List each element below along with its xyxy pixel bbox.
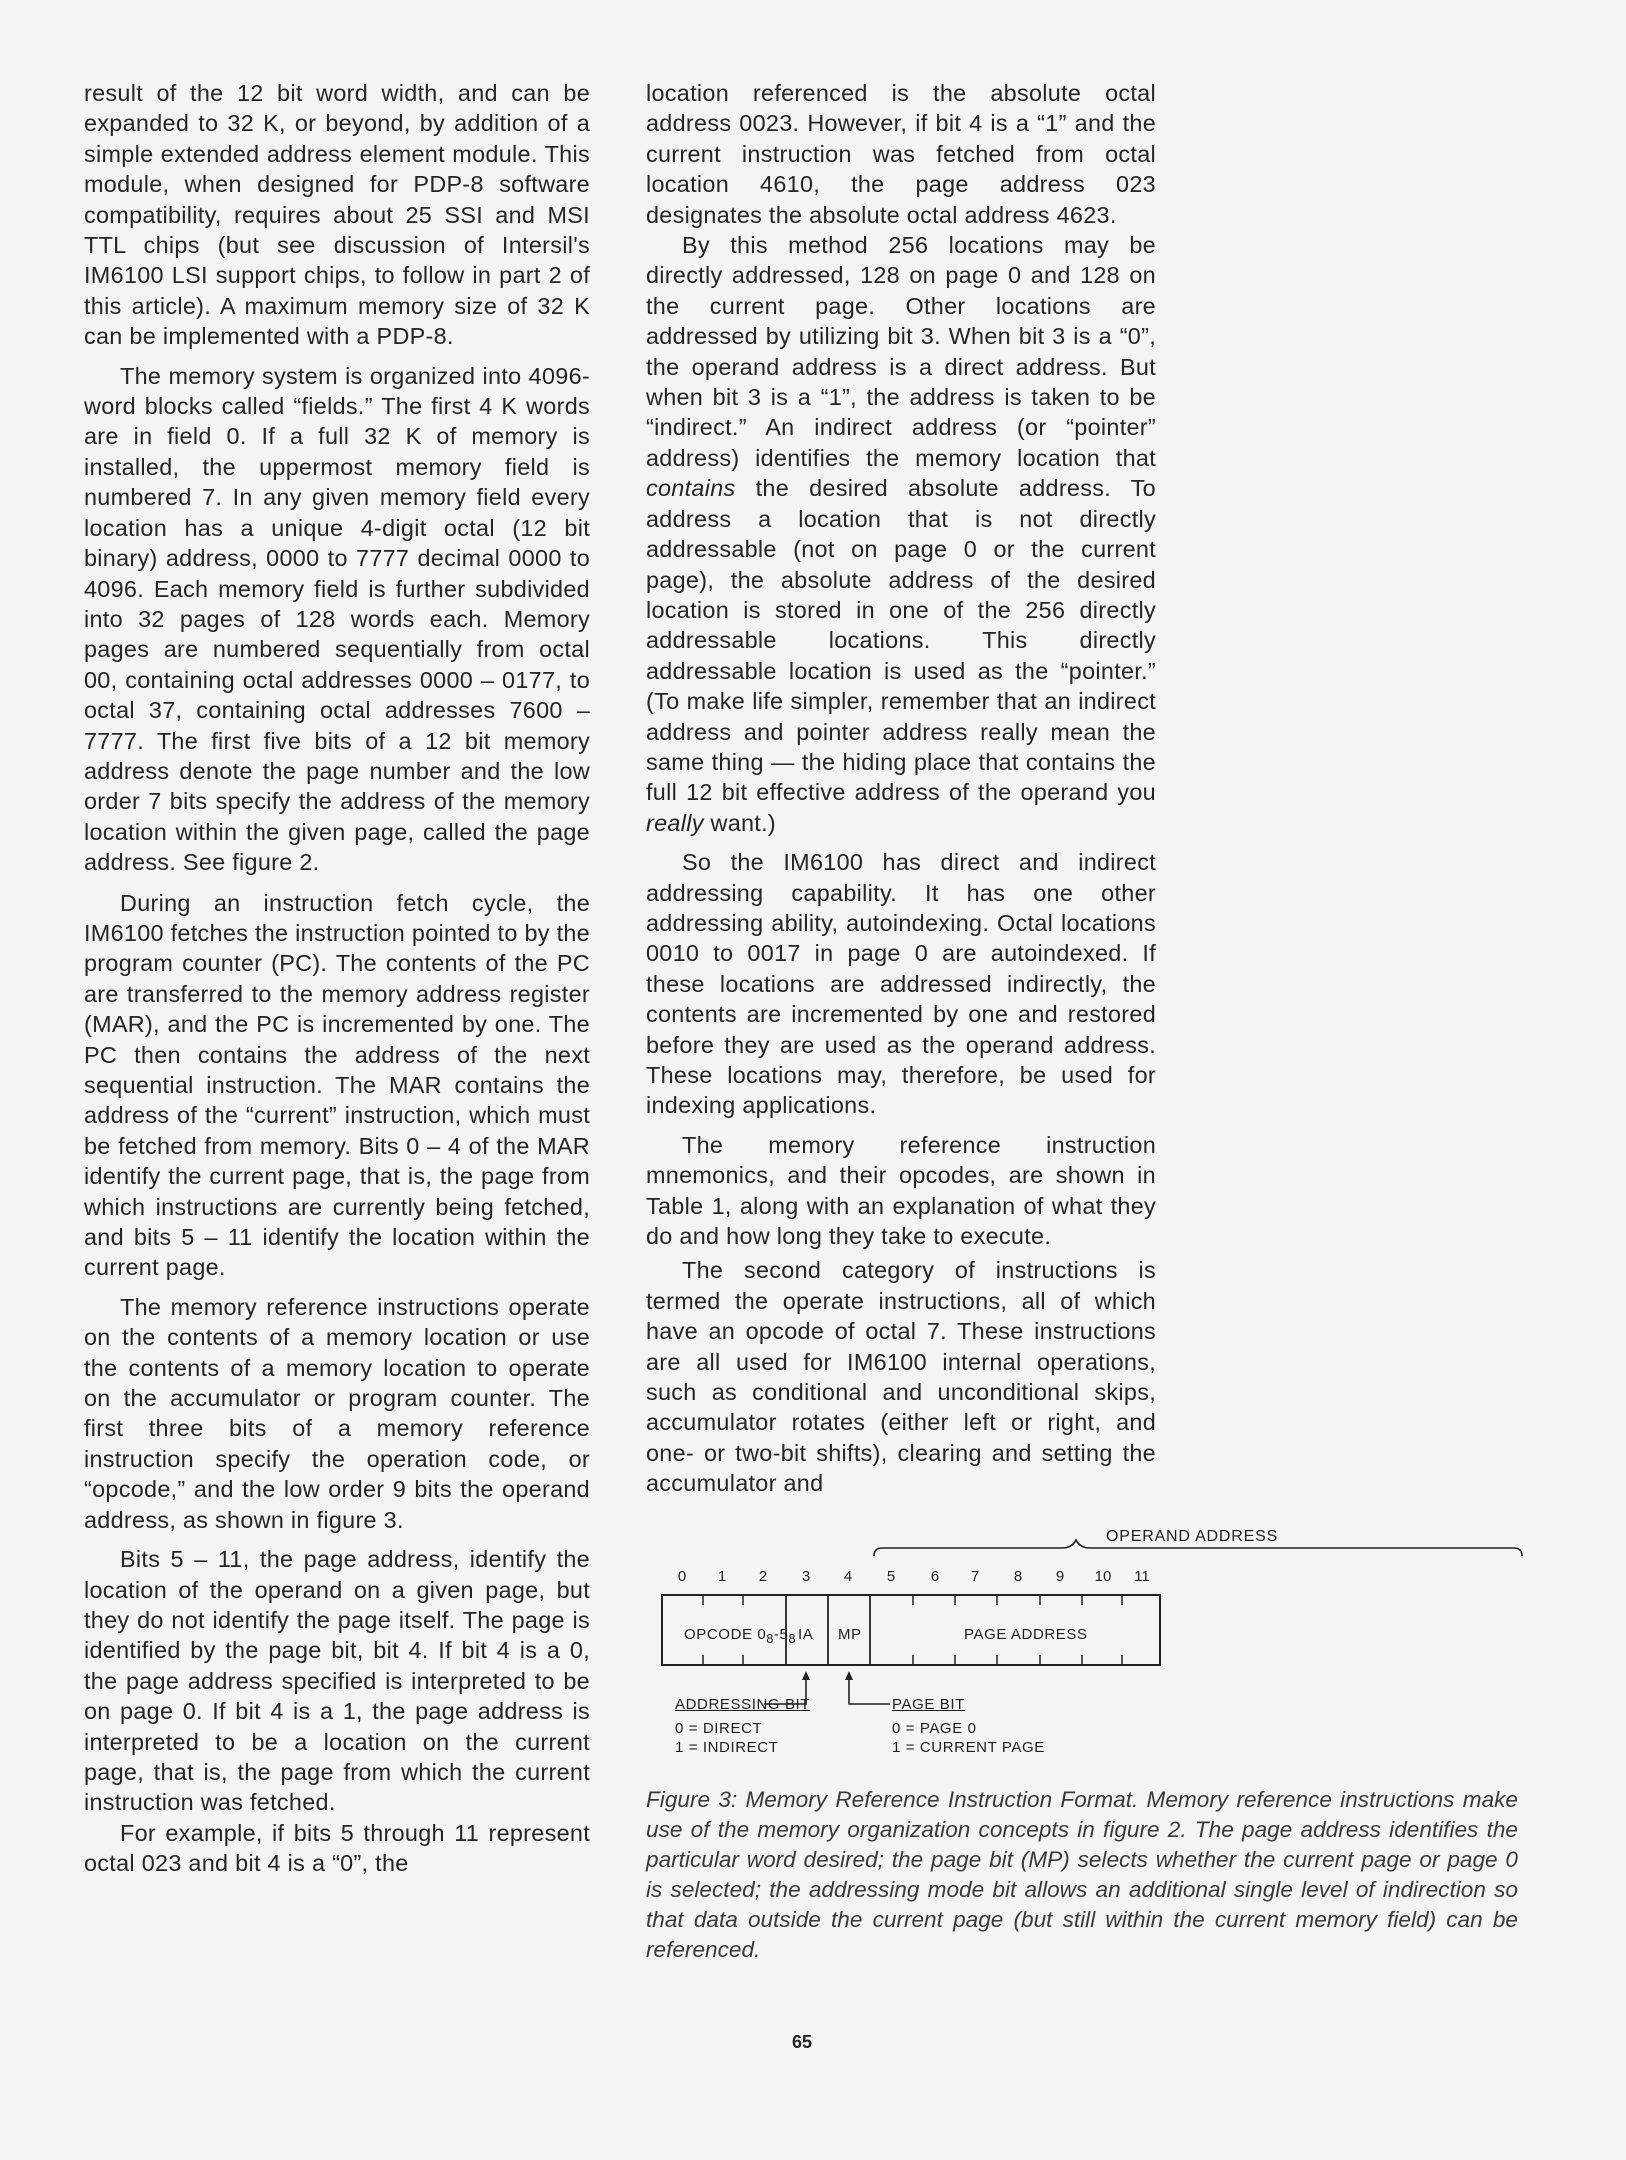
- paragraph: So the IM6100 has direct and indirect addressing capability. It has one other addressing ability, autoindexing. Octal locations 0010 to 0017 in page 0 are autoindexed. If these locations are addressed indirectly, the contents are incremented by one and restored before they are used as the operand address. These locations may, therefore, be used for indexing applications.: [646, 849, 1156, 1119]
- bit-number: 1: [717, 1568, 727, 1585]
- figure-3-instruction-format: [652, 1520, 1552, 1770]
- bit-number: 6: [930, 1568, 940, 1585]
- figure-caption: Figure 3: Memory Reference Instruction Format. Memory reference instructions make use of the memory organization concepts in figure 2. The page address identifies the particular word desired; the page bit (MP) selects whether the current page or page 0 is selected; the addressing mode bit allows an additional single level of indirection so that data outside the current page (but still within the current memory field) can be referenced.: [646, 1787, 1518, 1962]
- paragraph: During an instruction fetch cycle, the IM6100 fetches the instruction pointed to by the program counter (PC). The contents of the PC are transferred to the memory address register (MAR), and the PC is incremented by one. The PC then contains the address of the next sequential instruction. The MAR contains the address of the “current” instruction, which must be fetched from memory. Bits 0 – 4 of the MAR identify the current page, that is, the page from which instructions are currently being fetched, and bits 5 – 11 identify the location within the current page.: [84, 889, 590, 1281]
- bit-number: 0: [677, 1568, 687, 1585]
- paragraph: By this method 256 locations may be directly addressed, 128 on page 0 and 128 on the current page. Other locations are addressed by utilizing bit 3. When bit 3 is a “0”, the operand address is a direct address. But when bit 3 is a “1”, the address is taken to be “indirect.” An indirect address (or “pointer” address) identifies the memory location that contains the desired absolute address. To address a location that is not directly addressable (not on page 0 or the current page), the absolute address of the desired location is stored in one of the 256 directly addressable locations. This directly addressable location is used as the “pointer.” (To make life simpler, remember that an indirect address and pointer address really mean the same thing — the hiding place that contains the full 12 bit effective address of the operand you really want.): [646, 232, 1156, 836]
- paragraph: The memory reference instruction mnemonics, and their opcodes, are shown in Table 1, along with an explanation of what they do and how long they take to execute.: [646, 1131, 1156, 1250]
- paragraph: The second category of instructions is termed the operate instructions, all of which have an opcode of octal 7. These instructions are all used for IM6100 internal operations, such as conditional and unconditional skips, accumulator rotates (either left or right, and one- or two-bit shifts), clearing and setting the accumulator and: [646, 1257, 1156, 1497]
- right-column: [646, 78, 1156, 1499]
- page-number: 65: [792, 2032, 813, 2052]
- paragraph: The memory reference instructions operate on the contents of a memory location or use the contents of a memory location to operate on the accumulator or program counter. The first three bits of a memory reference instruction specify the operation code, or “opcode,” and the low order 9 bits the operand address, as shown in figure 3.: [84, 1293, 590, 1533]
- paragraph: location referenced is the absolute octal address 0023. However, if bit 4 is a “1” and the current instruction was fetched from octal location 4610, the page address 023 designates the absolute octal address 4623.: [646, 80, 1156, 228]
- arrow-up-icon: [802, 1671, 810, 1680]
- opcode-field: OPCODE $0_8-5_8$: [684, 1626, 796, 1646]
- addressing-bit-title: ADDRESSING BIT: [675, 1696, 811, 1713]
- operand-address-label: OPERAND ADDRESS: [1106, 1528, 1279, 1545]
- page-bit-current: 1 = CURRENT PAGE: [892, 1739, 1045, 1756]
- page-bit-page0: 0 = PAGE 0: [892, 1720, 977, 1737]
- paragraph: result of the 12 bit word width, and can be expanded to 32 K, or beyond, by addition of a simple extended address element module. This module, when designed for PDP-8 software compatibility, requires about 25 SSI and MSI TTL chips (but see discussion of Intersil's IM6100 LSI support chips, to follow in part 2 of this article). A maximum memory size of 32 K can be implemented with a PDP-8.: [84, 80, 590, 350]
- arrow-up-icon: [845, 1671, 853, 1680]
- page-bit-title: PAGE BIT: [892, 1696, 965, 1713]
- bit-number: 8: [1013, 1568, 1023, 1585]
- left-column: [84, 78, 590, 1879]
- addressing-bit-indirect: 1 = INDIRECT: [675, 1739, 779, 1756]
- bit-number: 11: [1134, 1568, 1150, 1585]
- bit-number: 9: [1055, 1568, 1065, 1585]
- paragraph: The memory system is organized into 4096-word blocks called “fields.” The first 4 K words are in field 0. If a full 32 K of memory is installed, the uppermost memory field is numbered 7. In any given memory field every location has a unique 4-digit octal (12 bit binary) address, 0000 to 7777 decimal 0000 to 4096. Each memory field is further subdivided into 32 pages of 128 words each. Memory pages are numbered sequentially from octal 00, containing octal addresses 0000 – 0177, to octal 37, containing octal addresses 7600 – 7777. The first five bits of a 12 bit memory address denote the page number and the low order 7 bits specify the address of the memory location within the given page, called the page address. See figure 2.: [84, 362, 590, 876]
- ia-field: IA: [798, 1626, 814, 1643]
- bit-number: 5: [886, 1568, 896, 1585]
- paragraph: For example, if bits 5 through 11 represent octal 023 and bit 4 is a “0”, the: [84, 1819, 590, 1877]
- bit-number: 2: [758, 1568, 768, 1585]
- bit-number: 7: [970, 1568, 980, 1585]
- bit-number: 3: [801, 1568, 811, 1585]
- page-address-field: PAGE ADDRESS: [964, 1626, 1088, 1643]
- mp-field: MP: [838, 1626, 862, 1643]
- bit-number: 10: [1094, 1568, 1112, 1585]
- paragraph: Bits 5 – 11, the page address, identify the location of the operand on a given page, but they do not identify the page itself. The page is identified by the page bit, bit 4. If bit 4 is a 0, the page address specified is interpreted to be on page 0. If bit 4 is a 1, the page address is interpreted to be a location on the current page, that is, the page from which the current instruction was fetched.: [84, 1546, 590, 1816]
- addressing-bit-direct: 0 = DIRECT: [675, 1720, 763, 1737]
- bit-number: 4: [843, 1568, 853, 1585]
